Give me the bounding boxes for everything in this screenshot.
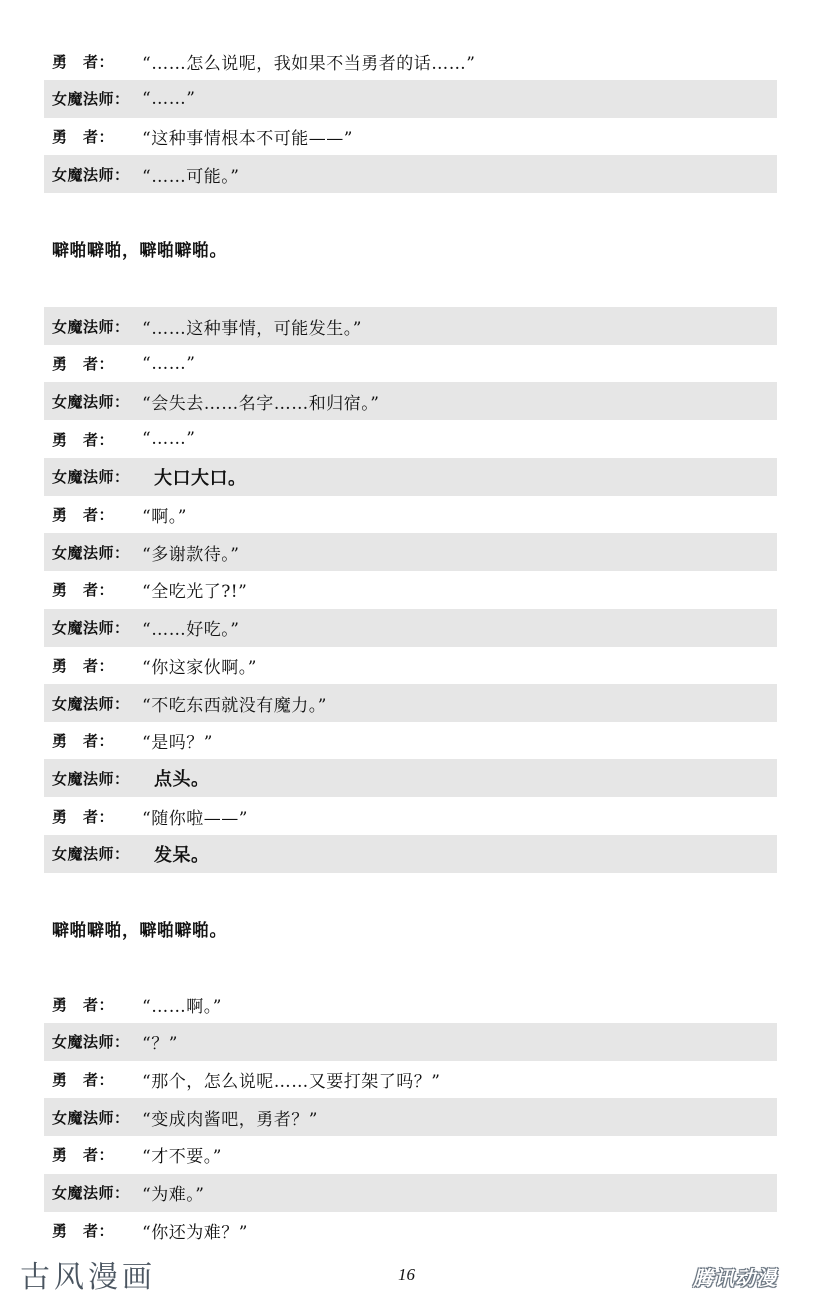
speech-text: “变成肉酱吧，勇者？” (142, 1109, 318, 1130)
speaker-name: 女魔法师： (52, 619, 130, 638)
dialogue-row (44, 1060, 777, 1098)
speech-text: “……可能。” (142, 166, 240, 187)
dialogue-row (44, 42, 777, 80)
watermark-gufeng-logo: 古风漫画 (20, 1260, 156, 1295)
speech-text: “这种事情根本不可能——” (142, 128, 353, 149)
speaker-name: 女魔法师： (52, 769, 130, 788)
dialogue-row (44, 117, 777, 155)
speech-text: “是吗？” (142, 733, 213, 754)
speech-text: “随你啦——” (142, 808, 248, 829)
dialogue-row (44, 571, 777, 609)
speech-text: “不吃东西就没有魔力。” (142, 695, 327, 716)
speech-text: “……这种事情，可能发生。” (142, 318, 362, 339)
action-text: 发呆。 (154, 844, 210, 866)
speaker-name: 勇 者： (52, 430, 115, 449)
speech-text: “你还为难？” (142, 1222, 248, 1243)
speaker-name: 女魔法师： (52, 317, 130, 336)
page-number: 16 (398, 1265, 415, 1284)
speaker-name: 女魔法师： (52, 165, 130, 184)
speaker-name: 勇 者： (52, 581, 115, 600)
dialogue-row (44, 722, 777, 760)
speaker-name: 勇 者： (52, 127, 115, 146)
dialogue-row (44, 1098, 777, 1136)
speech-text: “为难。” (142, 1185, 205, 1205)
dialogue-row (44, 496, 777, 534)
dialogue-row (44, 1023, 777, 1061)
speech-text: “你这家伙啊。” (142, 657, 257, 678)
speaker-name: 勇 者： (52, 656, 115, 675)
dialogue-row (44, 458, 777, 496)
dialogue-row (44, 533, 777, 571)
speech-text: “才不要。” (142, 1147, 222, 1168)
action-text: 点头。 (154, 769, 210, 791)
speaker-name: 勇 者： (52, 1146, 115, 1165)
speaker-name: 勇 者： (52, 52, 115, 71)
action-text: 大口大口。 (154, 467, 247, 489)
speaker-name: 勇 者： (52, 355, 115, 374)
dialogue-row (44, 646, 777, 684)
speaker-name: 女魔法师： (52, 392, 130, 411)
speaker-name: 勇 者： (52, 506, 115, 524)
dialogue-row (44, 345, 777, 383)
dialogue-row (44, 835, 777, 873)
watermark-tencent-logo: 腾讯动漫 (693, 1265, 777, 1290)
dialogue-row (44, 1211, 777, 1249)
speech-text: “全吃光了?!” (142, 582, 248, 603)
speaker-name: 女魔法师： (52, 543, 130, 562)
speech-text: “……” (142, 353, 196, 374)
speech-text: “……好吃。” (142, 620, 240, 641)
speaker-name: 女魔法师： (52, 1184, 130, 1202)
dialogue-row (44, 609, 777, 647)
speaker-name: 勇 者： (52, 995, 115, 1014)
speaker-name: 勇 者： (52, 1070, 115, 1089)
speaker-name: 勇 者： (52, 807, 115, 826)
speaker-name: 勇 者： (52, 1221, 115, 1240)
speech-text: “……啊。” (142, 996, 222, 1017)
speech-text: “？” (142, 1034, 178, 1055)
narration-line-2: 噼啪噼啪，噼啪噼啪。 (52, 920, 227, 941)
speaker-name: 女魔法师： (52, 845, 130, 864)
narration-line-1: 噼啪噼啪，噼啪噼啪。 (52, 240, 227, 261)
speaker-name: 勇 者： (52, 732, 115, 751)
dialogue-row (44, 155, 777, 193)
speech-text: “多谢款待。” (142, 544, 240, 565)
dialogue-row (44, 1174, 777, 1212)
dialogue-row (44, 797, 777, 835)
dialogue-row (44, 80, 777, 118)
speaker-name: 女魔法师： (52, 1108, 130, 1127)
speech-text: “……怎么说呢，我如果不当勇者的话……” (142, 53, 476, 74)
dialogue-row (44, 759, 777, 797)
speech-text: “啊。” (142, 507, 187, 527)
dialogue-row (44, 420, 777, 458)
speech-text: “……” (142, 88, 196, 109)
speaker-name: 女魔法师： (52, 468, 130, 487)
dialogue-row (44, 307, 777, 345)
dialogue-row (44, 684, 777, 722)
speech-text: “……” (142, 429, 196, 450)
dialogue-row (44, 382, 777, 420)
speaker-name: 女魔法师： (52, 1033, 130, 1052)
speech-text: “会失去……名字……和归宿。” (142, 393, 380, 414)
dialogue-row (44, 1136, 777, 1174)
dialogue-row (44, 985, 777, 1023)
speaker-name: 女魔法师： (52, 90, 130, 109)
speaker-name: 女魔法师： (52, 694, 130, 713)
speech-text: “那个，怎么说呢……又要打架了吗？” (142, 1071, 441, 1092)
